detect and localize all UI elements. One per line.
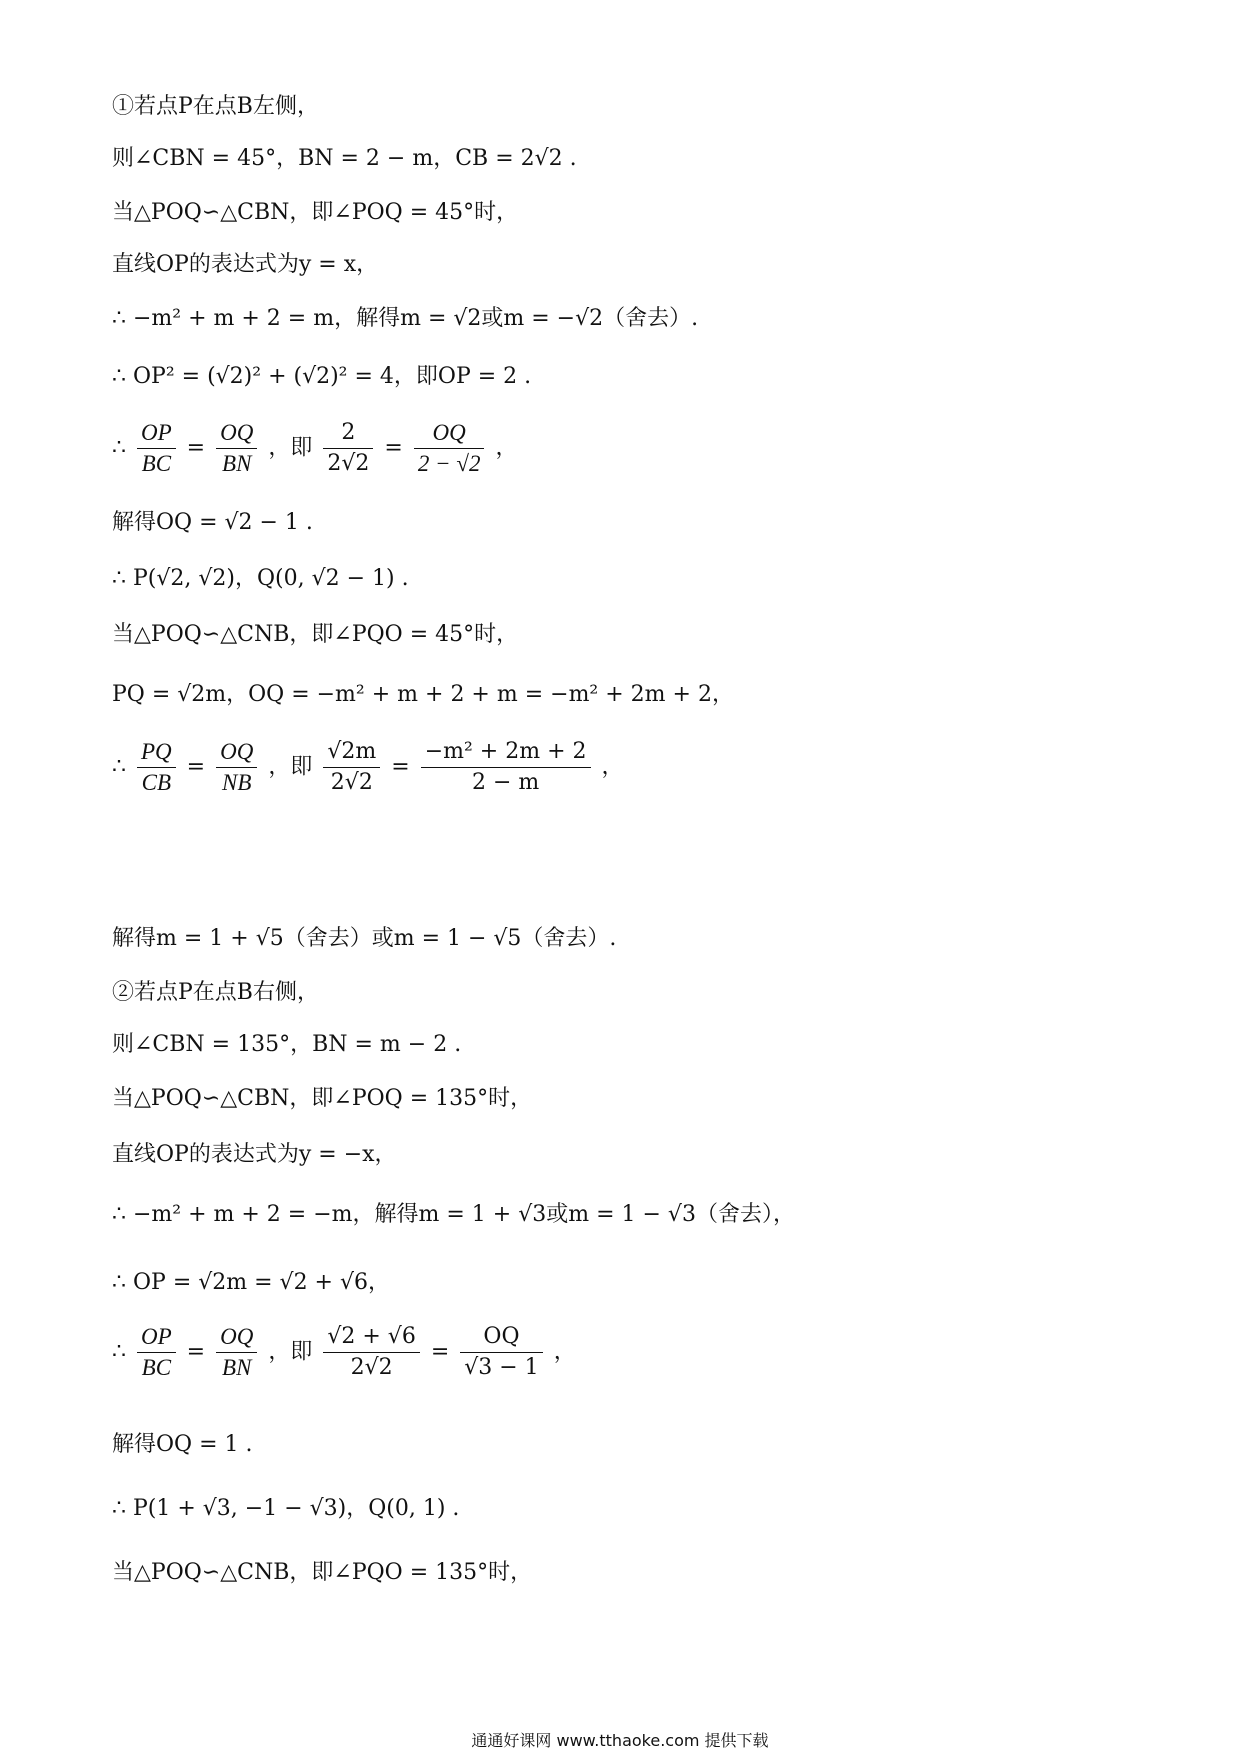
fraction: $\frac{2}{2√2}$ [323,418,373,479]
text-line: ∴ −m² + m + 2 = m，解得m = √2或m = −√2（舍去）. [112,306,699,331]
text-line: ∴ OP = √2m = √2 + √6， [112,1270,390,1295]
text-line: 直线OP的表达式为y = −x， [112,1142,397,1167]
text-line: 当△POQ∽△CNB，即∠PQO = 135°时， [112,1560,533,1585]
text-line: 当△POQ∽△CBN，即∠POQ = 45°时， [112,200,519,225]
text-line: ∴ P(1 + √3, −1 − √3)，Q(0, 1) . [112,1496,460,1521]
fraction: $\frac{OQ}{√3 - 1}$ [460,1322,542,1383]
fraction: $\frac{OP}{BC}$ [137,418,176,479]
text-line: ∴ OP² = (√2)² + (√2)² = 4，即OP = 2 . [112,364,532,389]
text-line: 直线OP的表达式为y = x， [112,252,379,277]
fraction-equation-1: ∴ $\frac{OP}{BC}$ = $\frac{OQ}{BN}$ ，即 $\frac{2}{2√2}$ = $\frac{OQ}{2 - √2}$ ， [112,418,517,479]
fraction: $\frac{PQ}{CB}$ [137,737,176,798]
fraction: $\frac{OQ}{BN}$ [216,418,257,479]
text-line: 解得m = 1 + √5（舍去）或m = 1 − √5（舍去）. [112,926,617,951]
text-line: 则∠CBN = 45°，BN = 2 − m，CB = 2√2 . [112,146,577,171]
fraction: $\frac{OQ}{NB}$ [216,737,257,798]
text-line: 解得OQ = 1 . [112,1432,253,1457]
fraction: $\frac{OQ}{2 - √2}$ [414,418,485,479]
text-line: 当△POQ∽△CNB，即∠PQO = 45°时， [112,622,519,647]
text-line: ②若点P在点B右侧， [112,980,319,1005]
text-line: 当△POQ∽△CBN，即∠POQ = 135°时， [112,1086,533,1111]
text-line: 解得OQ = √2 − 1 . [112,510,313,535]
text-line: ①若点P在点B左侧， [112,94,319,119]
footer-watermark: 通通好课网 www.tthaoke.com 提供下载 [471,1731,769,1750]
fraction: $\frac{√2m}{2√2}$ [323,737,380,798]
fraction: $\frac{√2 + √6}{2√2}$ [323,1322,419,1383]
text-line: PQ = √2m，OQ = −m² + m + 2 + m = −m² + 2m + 2， [112,682,734,707]
fraction: $\frac{\text{−m² + 2m + 2}}{2 - m}$ [421,737,591,798]
text-line: ∴ P(√2, √2)，Q(0, √2 − 1) . [112,566,409,591]
text-line: 则∠CBN = 135°，BN = m − 2 . [112,1032,462,1057]
fraction-equation-2: ∴ $\frac{PQ}{CB}$ = $\frac{OQ}{NB}$ ，即 $\frac{√2m}{2√2}$ = $\frac{\text{−m² + 2m + 2}}{2 - m}$ ， [112,737,624,798]
fraction-equation-3: ∴ $\frac{OP}{BC}$ = $\frac{OQ}{BN}$ ，即 $\frac{√2 + √6}{2√2}$ = $\frac{OQ}{√3 - 1}$ ， [112,1322,576,1383]
fraction: $\frac{OQ}{BN}$ [216,1322,257,1383]
text-line: ∴ −m² + m + 2 = −m，解得m = 1 + √3或m = 1 − √3（舍去）， [112,1202,795,1227]
fraction: $\frac{OP}{BC}$ [137,1322,176,1383]
